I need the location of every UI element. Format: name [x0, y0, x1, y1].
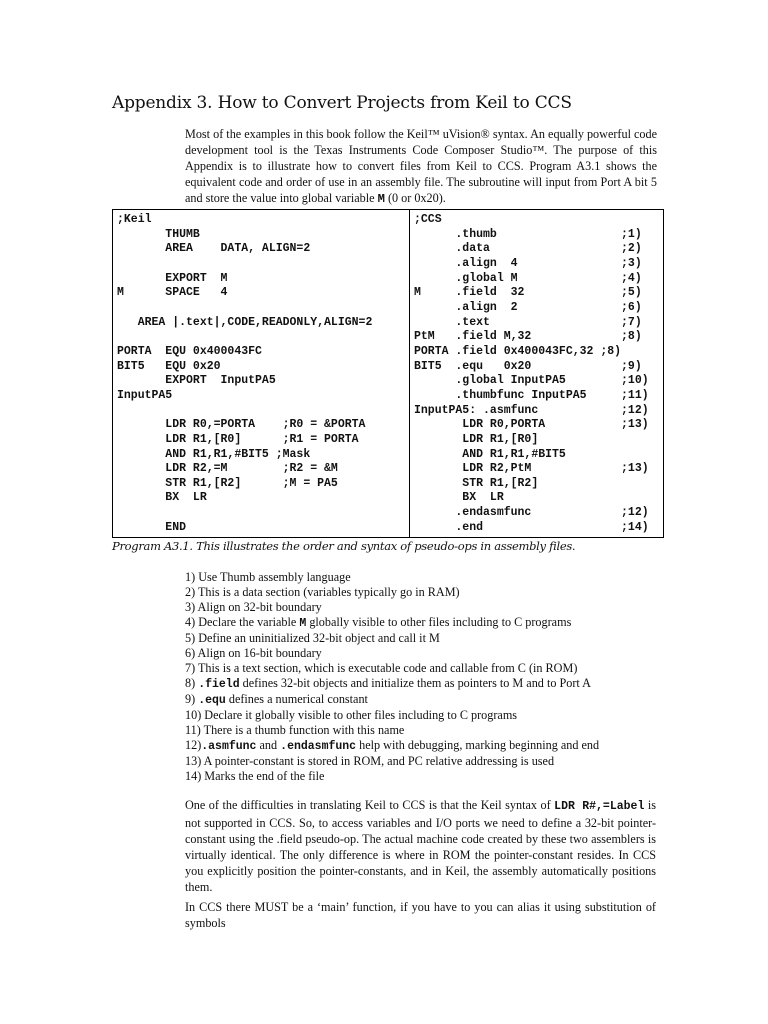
note-4-text: 4) Declare the variable	[185, 615, 300, 629]
note-12-text-end: help with debugging, marking beginning and end	[356, 738, 600, 752]
translation-text: One of the difficulties in translating Keil to CCS is that the Keil syntax of	[185, 798, 555, 812]
note-4-text-end: globally visible to other files including to C programs	[306, 615, 572, 629]
translation-text-end: is not supported in CCS. So, to access variables and I/O ports we need to define a 32-bit pointer-constant using the .field pseudo-op. The actual machine code created by these two assemblers is virtually identical. The only difference is where in ROM the pointer-constant resides. In CCS you explicitly position the pointer-constants, and in Keil, the assembly automatically positions them.	[185, 798, 656, 894]
keil-code: ;Keil THUMB AREA DATA, ALIGN=2 EXPORT M M SPACE 4 AREA |.text|,CODE,READONLY,ALIGN=2 PORTA EQU 0x400043FC BIT5 EQU 0x20 EXPORT InputPA5 InputPA5 LDR R0,=PORTA ;R0 = &PORTA LDR R1,[R0] ;R1 = PORTA AND R1,R1,#BIT5 ;Mask LDR R2,=M ;R2 = &M STR R1,[R2] ;M = PA5 BX LR END	[117, 213, 373, 534]
note-12-keyword-endasmfunc: .endasmfunc	[280, 740, 357, 753]
keil-code-cell	[113, 210, 410, 538]
ldr-syntax-keyword: LDR R#,=Label	[554, 800, 645, 813]
note-10: 10) Declare it globally visible to other files including to C programs	[185, 708, 518, 722]
note-4	[185, 615, 655, 631]
note-9-keyword: .equ	[198, 694, 226, 707]
note-9-text-end: defines a numerical constant	[225, 692, 368, 706]
note-2: 2) This is a data section (variables typically go in RAM)	[185, 585, 460, 599]
note-12-keyword-asmfunc: .asmfunc	[201, 740, 257, 753]
main-function-paragraph: In CCS there MUST be a ‘main’ function, if you have to you can alias it using substitution of symbols	[185, 900, 656, 930]
note-14: 14) Marks the end of the file	[185, 769, 325, 783]
translation-paragraph	[185, 797, 656, 895]
note-8-keyword: .field	[198, 678, 240, 691]
intro-paragraph	[185, 126, 657, 207]
intro-text: Most of the examples in this book follow the Keil™ uVision® syntax. An equally powerful code development tool is the Texas Instruments Code Composer Studio™. The purpose of this Appendix is to illustrate how to convert files from Keil to CCS. Program A3.1 shows the equivalent code and order of use in an assembly file. The subroutine will input from Port A bit 5 and store the value into global variable	[185, 127, 658, 205]
page-heading: Appendix 3. How to Convert Projects from Keil to CCS	[112, 93, 572, 113]
note-12	[185, 738, 655, 754]
notes-list	[185, 570, 655, 784]
code-comparison-table	[112, 209, 664, 538]
note-11: 11) There is a thumb function with this name	[185, 723, 405, 737]
note-12-text: 12)	[185, 738, 202, 752]
note-13: 13) A pointer-constant is stored in ROM, and PC relative addressing is used	[185, 754, 555, 768]
intro-text-end: (0 or 0x20).	[384, 191, 446, 205]
note-8-text: 8)	[185, 676, 199, 690]
note-8-text-end: defines 32-bit objects and initialize them as pointers to M and to Port A	[239, 676, 591, 690]
program-caption: Program A3.1. This illustrates the order and syntax of pseudo-ops in assembly files.	[112, 539, 576, 553]
ccs-code-cell	[410, 210, 664, 538]
note-3: 3) Align on 32-bit boundary	[185, 600, 322, 614]
note-9	[185, 692, 655, 708]
note-8	[185, 676, 655, 692]
note-6: 6) Align on 16-bit boundary	[185, 646, 322, 660]
note-7: 7) This is a text section, which is executable code and callable from C (in ROM)	[185, 661, 578, 675]
note-1: 1) Use Thumb assembly language	[185, 570, 351, 584]
note-12-text-mid: and	[256, 738, 281, 752]
note-9-text: 9)	[185, 692, 199, 706]
note-4-keyword: M	[299, 617, 307, 630]
note-5: 5) Define an uninitialized 32-bit object and call it M	[185, 631, 440, 645]
intro-variable: M	[377, 192, 385, 206]
ccs-code: ;CCS .thumb ;1) .data ;2) .align 4 ;3) .global M ;4) M .field 32 ;5) .align 2 ;6) .text ;7) PtM .field M,32 ;8) PORTA .field 0x400043FC,32 ;8) BIT5 .equ 0x20 ;9) .global InputPA5 ;10) .thumbfunc InputPA5 ;11) InputPA5: .asmfunc ;12) LDR R0,PORTA ;13) LDR R1,[R0] AND R1,R1,#BIT5 LDR R2,PtM ;13) STR R1,[R2] BX LR .endasmfunc ;12) .end ;14)	[414, 213, 649, 534]
